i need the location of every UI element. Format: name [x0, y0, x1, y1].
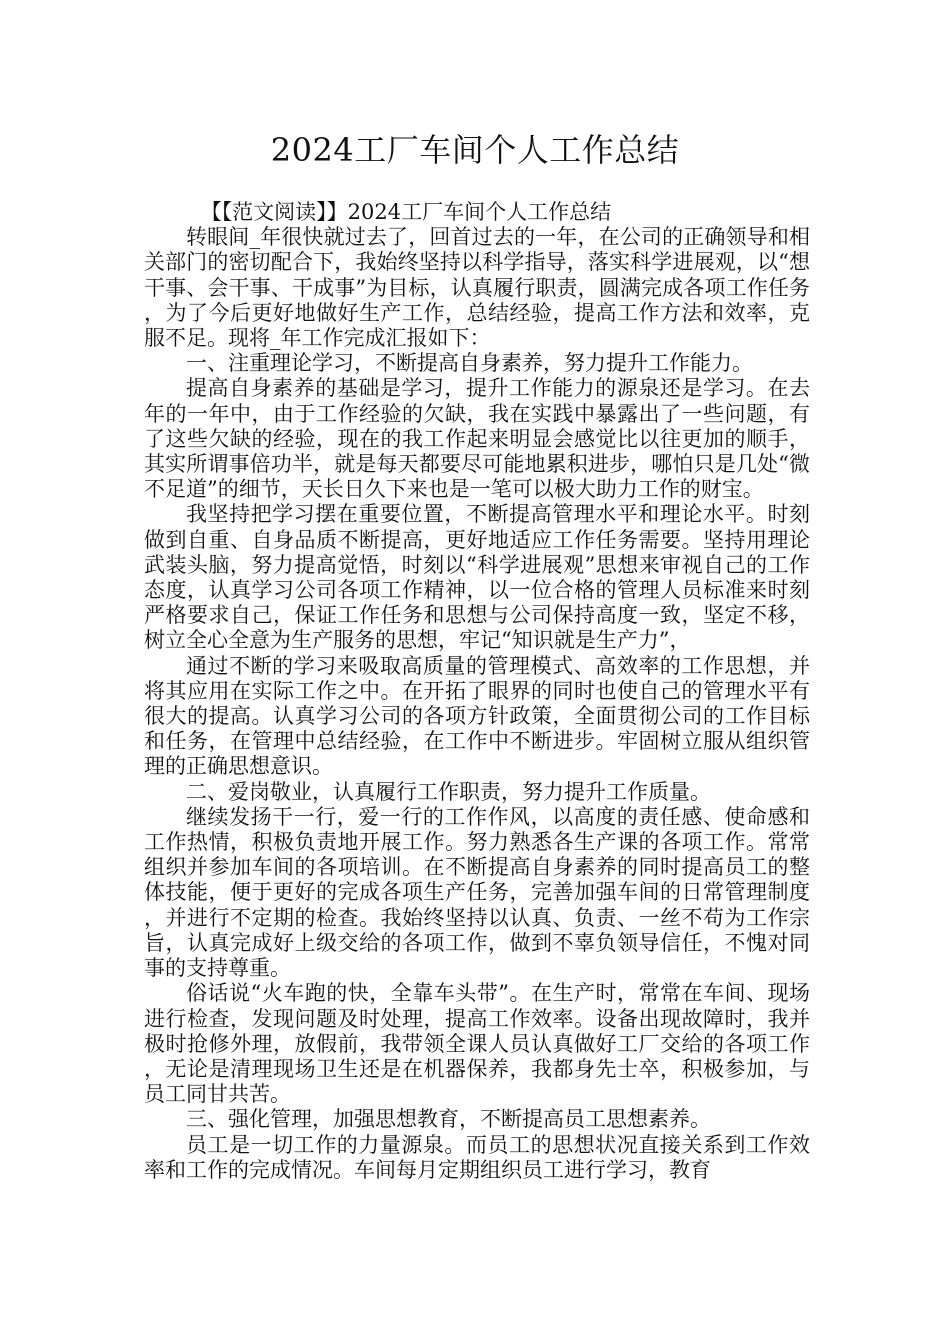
paragraph: 员工是一切工作的力量源泉。而员工的思想状况直接关系到工作效率和工作的完成情况。车间每月定期组织员工进行学习，教育 — [144, 1132, 810, 1182]
document-title: 2024工厂车间个人工作总结 — [270, 131, 680, 169]
section-heading-1: 一、注重理论学习，不断提高自身素养，努力提升工作能力。 — [186, 351, 753, 376]
paragraph-opening: 转眼间_年很快就过去了，回首过去的一年，在公司的正确领导和相关部门的密切配合下，我始终坚持以科学指导，落实科学进展观，以“想干事、会干事、干成事”为目标，认真履行职责，圆满完成各项工作任务，为了今后更好地做好生产工作，总结经验，提高工作方法和效率，克服不足。现将_年工作完成汇报如下： — [144, 225, 810, 351]
paragraph: 继续发扬干一行，爱一行的工作作风，以高度的责任感、使命感和工作热情，积极负责地开展工作。努力熟悉各生产课的各项工作。常常组织并参加车间的各项培训。在不断提高自身素养的同时提高员工的整体技能，便于更好的完成各项生产任务，完善加强车间的日常管理制度，并进行不定期的检查。我始终坚持以认真、负责、一丝不苟为工作宗旨，认真完成好上级交给的各项工作，做到不辜负领导信任，不愧对同事的支持尊重。 — [144, 804, 810, 981]
paragraph: 俗话说“火车跑的快，全靠车头带”。在生产时，常常在车间、现场进行检查，发现问题及时处理，提高工作效率。设备出现故障时，我并极时抢修外理，放假前，我带领全课人员认真做好工厂交给的各项工作，无论是清理现场卫生还是在机器保养，我都身先士卒，积极参加，与员工同甘共苦。 — [144, 981, 810, 1107]
section-heading-3: 三、强化管理，加强思想教育，不断提高员工思想素养。 — [186, 1107, 711, 1132]
paragraph: 我坚持把学习摆在重要位置，不断提高管理水平和理论水平。时刻做到自重、自身品质不断提高，更好地适应工作任务需要。坚持用理论武装头脑，努力提高觉悟，时刻以“科学进展观”思想来审视自己的工作态度，认真学习公司各项工作精神，以一位合格的管理人员标准来时刻严格要求自己，保证工作任务和思想与公司保持高度一致，坚定不移，树立全心全意为生产服务的思想，牢记“知识就是生产力”， — [144, 502, 810, 653]
document-body — [144, 200, 810, 1183]
paragraph: 提高自身素养的基础是学习，提升工作能力的源泉还是学习。在去年的一年中，由于工作经验的欠缺，我在实践中暴露出了一些问题，有了这些欠缺的经验，现在的我工作起来明显会感觉比以往更加的顺手，其实所谓事倍功半，就是每天都要尽可能地累积进步，哪怕只是几处“微不足道”的细节，天长日久下来也是一笔可以极大助力工作的财宝。 — [144, 376, 810, 502]
section-heading-2: 二、爱岗敬业，认真履行工作职责，努力提升工作质量。 — [186, 779, 711, 804]
paragraph: 通过不断的学习来吸取高质量的管理模式、高效率的工作思想，并将其应用在实际工作之中。在开拓了眼界的同时也使自己的管理水平有很大的提高。认真学习公司的各项方针政策，全面贯彻公司的工作目标和任务，在管理中总结经验，在工作中不断进步。牢固树立服从组织管理的正确思想意识。 — [144, 653, 810, 779]
intro-line: 【【范文阅读】】2024工厂车间个人工作总结 — [200, 200, 612, 224]
